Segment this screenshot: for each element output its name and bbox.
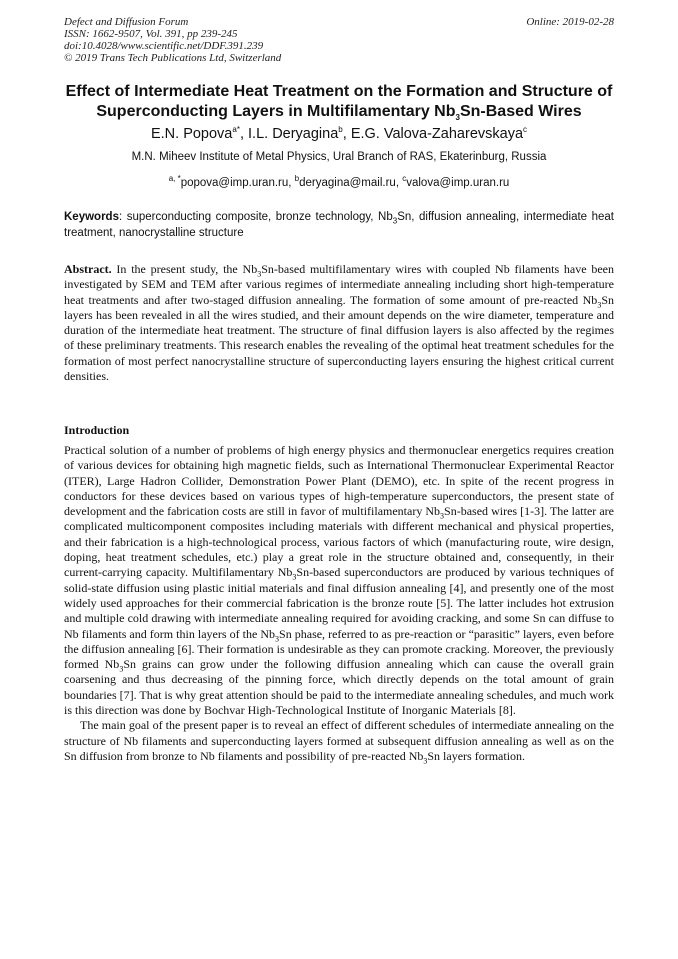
email-deryagina[interactable]: deryagina@mail.ru, bbox=[299, 177, 403, 189]
title-line-1: Effect of Intermediate Heat Treatment on the Formation and Structure of bbox=[65, 83, 613, 100]
introduction-body bbox=[64, 443, 614, 764]
keywords-label: Keywords bbox=[64, 211, 119, 223]
author-list: E.N. Popova$^{a*}$, I.L. Deryagina$^b$, E.G. Valova-Zaharevskaya$^c$ bbox=[150, 125, 528, 142]
affiliation: M.N. Miheev Institute of Metal Physics, Ural Branch of RAS, Ekaterinburg, Russia bbox=[131, 151, 547, 163]
abstract: Abstract. In the present study, the $Nb_3Sn$-based multifilamentary wires with coupled Nb filaments have been investigated by SEM and TEM after various regimes of intermediate annealing including short high-temperature heat treatments and after two-staged diffusion annealing. The formation of some amount of pre-reacted $Nb_3Sn$ layers has been revealed in all the wires studied, and their amount depends on the wire diameter, temperature and duration of the intermediate heat treatment. The structure of final diffusion layers is also affected by the regimes of these preliminary treatments. This research enables the revealing of the optimal heat treatment schedules for the formation of most perfect nanocrystalline structure of superconducting layers ensuring the highest critical current densities. bbox=[64, 262, 615, 384]
author-deryagina: I.L. Deryagina bbox=[248, 126, 339, 142]
intro-paragraph-1: Practical solution of a number of problems of high energy physics and thermonuclear energetics requires creation of various devices for obtaining high magnetic fields, such as International Thermonuclear Experimental Reactor (ITER), Large Hadron Collider, Demonstration Power Plant (DEMO), etc. In spite of the recent progress in conductors for these devices based on various types of high-temperature superconductors, the present state of development and the fabrication costs are still in favor of multifilamentary $Nb_3Sn$-based wires [1-3]. The latter are complicated multicomponent composites including materials with different mechanical and physical properties, and their fabrication is a high-technological process, various factors of which (manufacturing route, wire design, doping, heat treatment schedules, etc.) play a great role in the structure obtained and, consequently, in their current-carrying capacity. Multifilamentary $Nb_3Sn$-based superconductors are produced by various techniques of solid-state diffusion using plastic initial materials and final diffusion annealing [4], and presently one of the most widely used approaches for their commercial fabrication is the bronze route [5]. The latter includes hot extrusion and multiple cold drawing with intermediate annealing required for avoiding cracking, and some Sn can diffuse to Nb filaments and form thin layers of the $Nb_3Sn$ phase, referred to as pre-reaction or “parasitic” layers, even before the diffusion annealing [6]. Their formation is undesirable as they can promote cracking. Moreover, the previously formed $Nb_3Sn$ grains can grow under the following diffusion annealing which can cause the overall grain coarsening and thus decreasing of the pinning force, which directly depends on the total amount of grain boundaries [7]. That is why great attention should be paid to the intermediate annealing schedules, and much work is this direction was done by Bochvar High-Technological Institute of Inorganic Materials [8]. bbox=[64, 443, 615, 718]
section-heading-introduction: Introduction bbox=[64, 423, 130, 437]
keywords: Keywords: superconducting composite, bronze technology, $Nb_3Sn$, diffusion annealing, intermediate heat treatment, nanocrystalline structure bbox=[64, 211, 614, 239]
intro-paragraph-2: The main goal of the present paper is to reveal an effect of different schedules of intermediate annealing on the structure of Nb filaments and superconducting layers formed at subsequent diffusion annealing as well as on the Sn diffusion from bronze to Nb filaments and possibility of pre-reacted $Nb_3Sn$ layers formation. bbox=[64, 718, 614, 766]
journal-name: Defect and Diffusion Forum bbox=[64, 16, 189, 28]
online-date: Online: 2019-02-28 bbox=[526, 16, 614, 28]
issn-line: ISSN: 1662-9507, Vol. 391, pp 239-245 bbox=[64, 28, 238, 40]
author-popova: E.N. Popova bbox=[150, 126, 233, 142]
email-valova[interactable]: valova@imp.uran.ru bbox=[406, 177, 510, 189]
doi-line: doi:10.4028/www.scientific.net/DDF.391.239 bbox=[64, 40, 264, 52]
paper-title bbox=[40, 82, 638, 122]
author-emails: $^{a, *}$popova@imp.uran.ru, $^b$deryagina@mail.ru, $^c$valova@imp.uran.ru bbox=[168, 174, 510, 189]
email-popova[interactable]: popova@imp.uran.ru, bbox=[180, 177, 295, 189]
journal-header bbox=[64, 16, 281, 64]
author-valova: E.G. Valova-Zaharevskaya bbox=[350, 126, 524, 142]
copyright-line: © 2019 Trans Tech Publications Ltd, Switzerland bbox=[64, 52, 282, 64]
abstract-label: Abstract. bbox=[64, 262, 112, 276]
title-line-2: Superconducting Layers in Multifilamentary $Nb_3Sn$-Based Wires bbox=[96, 103, 582, 123]
